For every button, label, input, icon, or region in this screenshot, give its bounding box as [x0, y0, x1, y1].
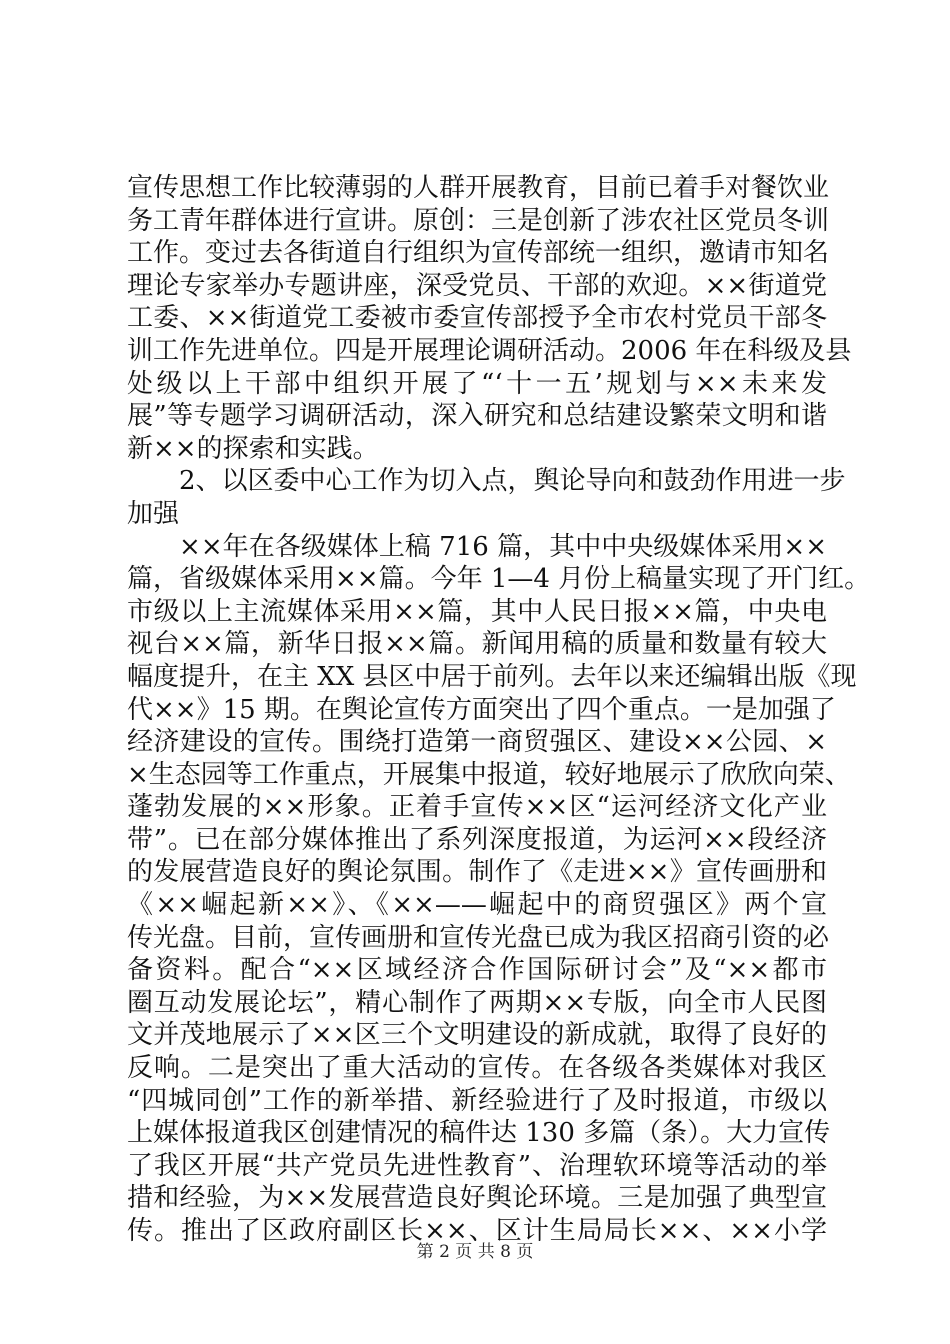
text-line: “四城同创”工作的新举措、新经验进行了及时报道，市级以 — [127, 1085, 827, 1116]
text-line: 上媒体报道我区创建情况的稿件达 130 多篇（条）。大力宣传 — [127, 1118, 831, 1149]
text-line: 带”。已在部分媒体推出了系列深度报道，为运河××段经济 — [127, 824, 827, 855]
text-line: 幅度提升，在主 XX 县区中居于前列。去年以来还编辑出版《现 — [127, 661, 857, 692]
text-line: 文并茂地展示了××区三个文明建设的新成就，取得了良好的 — [127, 1020, 827, 1051]
text-line: 工委、××街道党工委被市委宣传部授予全市农村党员干部冬 — [127, 303, 827, 334]
text-line: 市级以上主流媒体采用××篇，其中人民日报××篇，中央电 — [127, 596, 827, 627]
page-footer: 第 2 页 共 8 页 — [416, 1242, 534, 1262]
body-text — [127, 172, 871, 1248]
text-line: 的发展营造良好的舆论氛围。制作了《走进××》宣传画册和 — [127, 857, 827, 888]
text-line: 训工作先进单位。四是开展理论调研活动。2006 年在科级及县 — [127, 335, 852, 366]
text-line: 反响。二是突出了重大活动的宣传。在各级各类媒体对我区 — [127, 1053, 827, 1084]
text-line: 2、以区委中心工作为切入点，舆论导向和鼓劲作用进一步 — [127, 466, 846, 497]
text-line: 新××的探索和实践。 — [127, 433, 379, 464]
text-line: 宣传思想工作比较薄弱的人群开展教育，目前已着手对餐饮业 — [127, 173, 830, 203]
text-line: 《××崛起新××》、《××——崛起中的商贸强区》两个宣 — [127, 890, 827, 921]
text-line: 经济建设的宣传。围绕打造第一商贸强区、建设××公园、× — [127, 727, 827, 758]
text-line: 理论专家举办专题讲座，深受党员、干部的欢迎。××街道党 — [127, 270, 827, 301]
text-line: 展”等专题学习调研活动，深入研究和总结建设繁荣文明和谐 — [127, 401, 827, 432]
text-line: 蓬勃发展的××形象。正着手宣传××区“运河经济文化产业 — [127, 792, 827, 823]
text-line: 代××》15 期。在舆论宣传方面突出了四个重点。一是加强了 — [127, 694, 836, 725]
text-line: 备资料。配合“××区域经济合作国际研讨会”及“××都市 — [127, 955, 827, 986]
text-line: 工作。变过去各街道自行组织为宣传部统一组织，邀请市知名 — [127, 238, 830, 269]
text-line: 了我区开展“共产党员先进性教育”、治理软环境等活动的举 — [127, 1150, 827, 1181]
text-line: 视台××篇，新华日报××篇。新闻用稿的质量和数量有较大 — [127, 629, 827, 660]
text-line: ××年在各级媒体上稿 716 篇，其中中央级媒体采用×× — [127, 531, 827, 562]
text-line: 措和经验，为××发展营造良好舆论环境。三是加强了典型宣 — [127, 1183, 827, 1214]
text-line: ×生态园等工作重点，开展集中报道，较好地展示了欣欣向荣、 — [127, 759, 851, 790]
text-line: 传光盘。目前，宣传画册和宣传光盘已成为我区招商引资的必 — [127, 922, 830, 953]
text-line: 圈互动发展论坛”，精心制作了两期××专版，向全市人民图 — [127, 987, 827, 1018]
text-line: 处级以上干部中组织开展了“‘十一五’规划与××未来发 — [127, 368, 827, 399]
text-line: 篇，省级媒体采用××篇。今年 1—4 月份上稿量实现了开门红。 — [127, 564, 871, 595]
text-line: 传。推出了区政府副区长××、区计生局局长××、××小学 — [127, 1216, 827, 1246]
text-line: 务工青年群体进行宣讲。原创：三是创新了涉农社区党员冬训 — [127, 205, 830, 236]
text-line: 加强 — [127, 498, 180, 529]
